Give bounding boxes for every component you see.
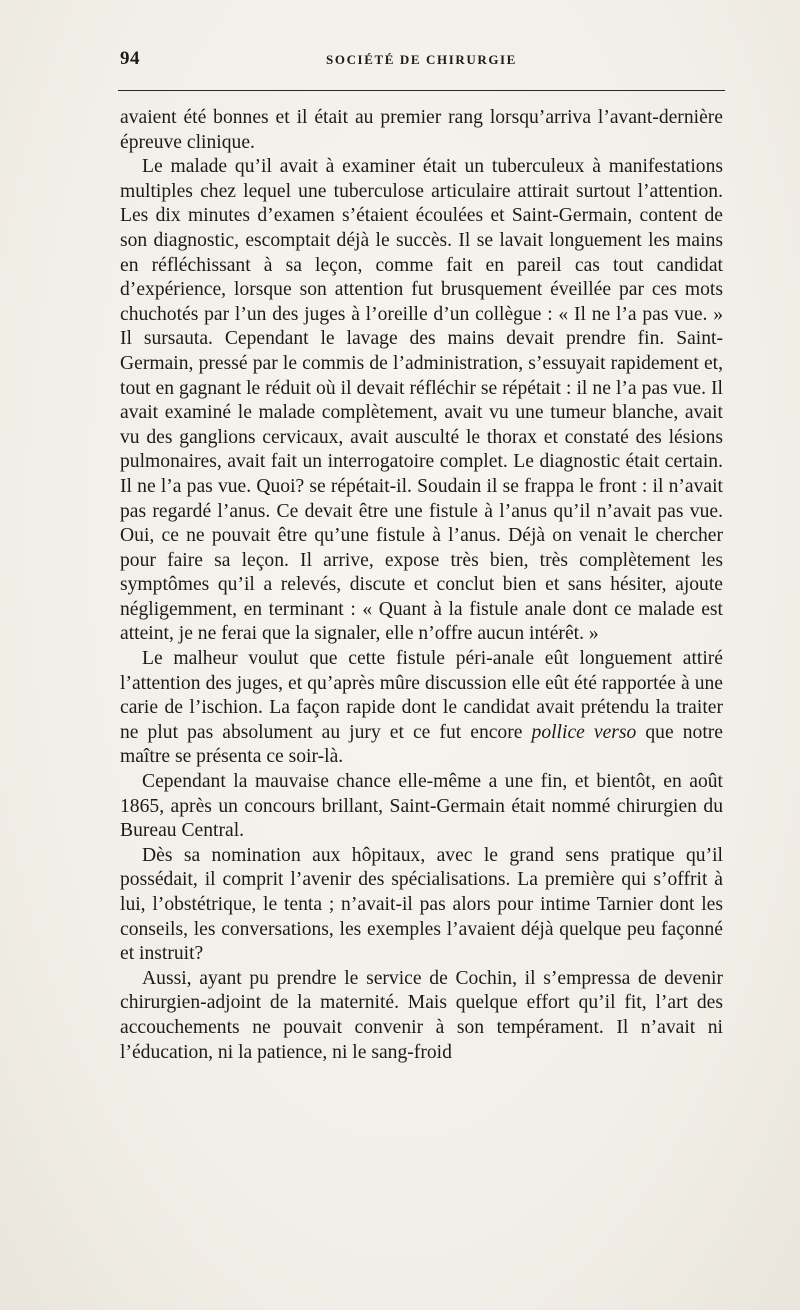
paragraph-specialisation: Dès sa nomination aux hôpitaux, avec le grand sens pratique qu’il possédait, il comprit l’avenir des spécialisations. La première qui s’offrit à lui, l’obstétrique, le tenta ; n’avait-il pas alors pour intime Tarnier dont les conseils, les conversations, les exemples l’avaient déjà quelque peu façonné et instruit?	[120, 844, 723, 965]
paragraph-fistula-misfortune	[120, 647, 723, 770]
paragraph-nomination: Cependant la mauvaise chance elle-même a une fin, et bientôt, en août 1865, après un concours brillant, Saint-Germain était nommé chirurgien du Bureau Central.	[120, 771, 723, 842]
paragraph-exam-anecdote: Le malade qu’il avait à examiner était un tuberculeux à manifestations multiples chez lequel une tuberculose articulaire attirait surtout l’attention. Les dix minutes d’examen s’étaient écoulées et Saint-Germain, content de son diagnostic, escomptait déjà le succès. Il se lavait longuement les mains en réfléchissant à sa leçon, comme fait en pareil cas tout candidat d’expérience, lorsque son attention fut brusquement éveillée par ces mots chuchotés par l’un des juges à l’oreille d’un collègue : « Il ne l’a pas vue. » Il sursauta. Cependant le lavage des mains devait prendre fin. Saint-Germain, pressé par le commis de l’administration, s’essuyait rapidement et, tout en gagnant le réduit où il devait réfléchir se répétait : il ne l’a pas vue. Il avait examiné le malade complètement, avait vu une tumeur blanche, avait vu des ganglions cervicaux, avait ausculté le thorax et constaté des lésions pulmonaires, avait fait un interrogatoire complet. Le diagnostic était certain. Il ne l’a pas vue. Quoi? se répétait-il. Soudain il se frappa le front : il n’avait pas regardé l’anus. Ce devait être une fistule à l’anus qu’il n’avait pas vue. Oui, ce ne pouvait être qu’une fistule à l’anus. Déjà on venait le chercher pour faire sa leçon. Il arrive, expose très bien, très complètement les symptômes qu’il a relevés, discute et conclut bien et sans hésiter, ajoute négligemment, en terminant : « Quant à la fistule anale dont ce malade est atteint, je ne ferai que la signaler, elle n’offre aucun intérêt. »	[120, 156, 723, 645]
italic-phrase: pollice verso	[531, 721, 637, 743]
running-head: SOCIÉTÉ DE CHIRURGIE	[326, 52, 517, 67]
paragraph-text-before-italic: Le malheur voulut que cette fistule péri-anale eût longuement attiré l’attention des juges, et qu’après mûre discussion elle eût été rapportée à une carie de l’ischion. La façon rapide dont le candidat avait prétendu la traiter ne plut pas absolument au jury et ce fut encore	[120, 648, 723, 743]
body-text	[120, 106, 723, 1065]
paragraph-maternity: Aussi, ayant pu prendre le service de Cochin, il s’empressa de devenir chirurgien-adjoint de la maternité. Mais quelque effort qu’il fit, l’art des accouchements ne pouvait convenir à son tempérament. Il n’avait ni l’éducation, ni la patience, ni le sang-froid	[120, 967, 723, 1063]
page-number: 94	[120, 48, 140, 69]
paragraph-text-after-italic: que notre maître se présenta ce soir-là.	[120, 721, 723, 768]
paragraph-continuation: avaient été bonnes et il était au premier rang lorsqu’arriva l’avant-dernière épreuve clinique.	[120, 107, 723, 153]
header-rule	[118, 90, 725, 91]
page-header	[120, 48, 723, 76]
